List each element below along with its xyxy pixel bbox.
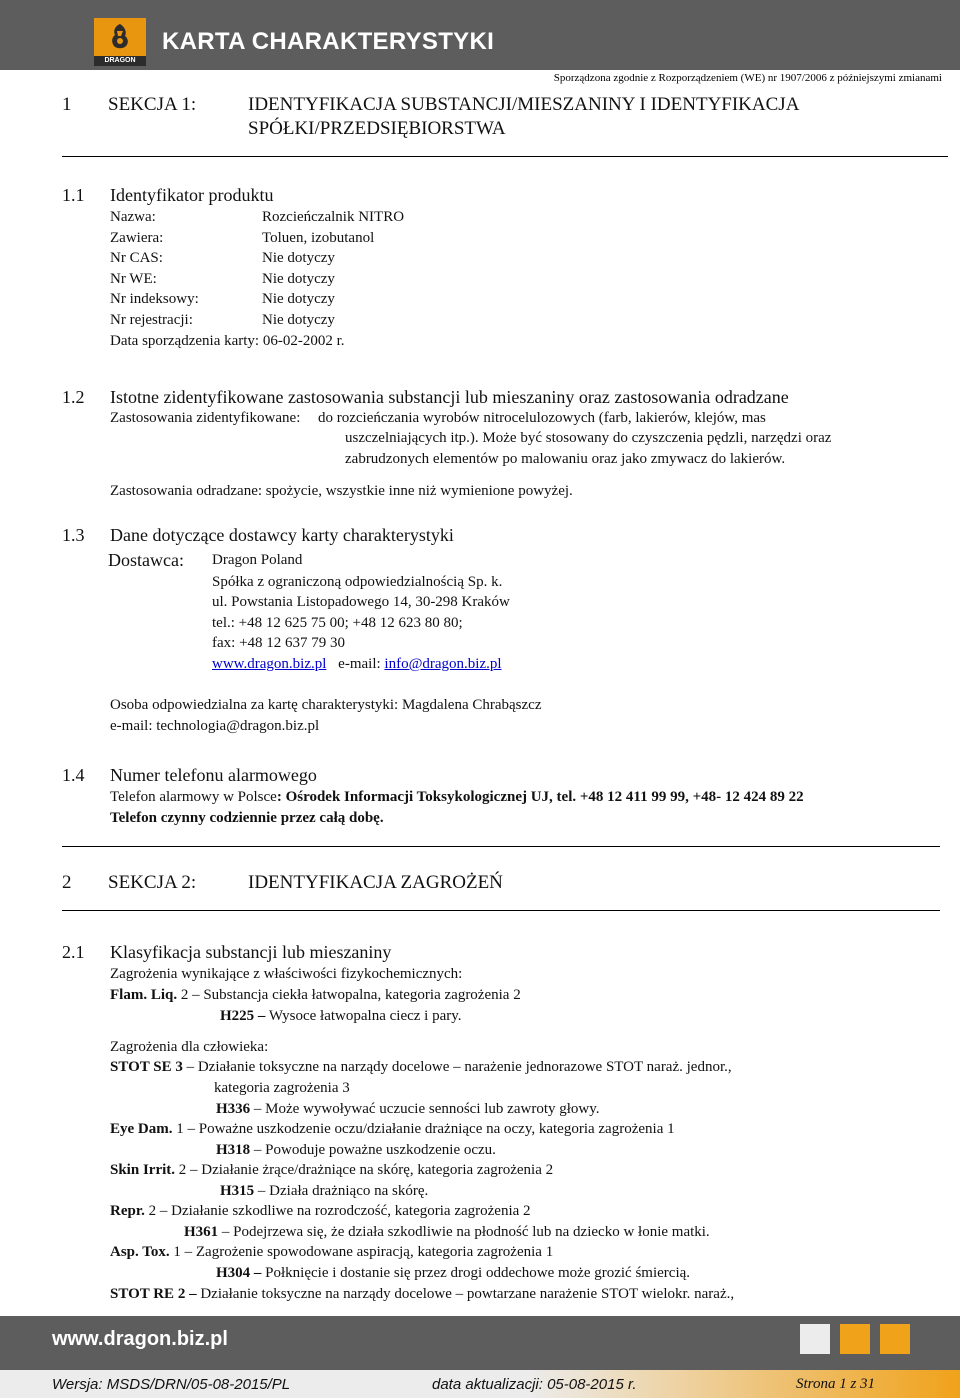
s12-number: 1.2 <box>62 387 85 407</box>
s13-number: 1.3 <box>62 525 85 545</box>
company-name: Dragon Poland <box>212 552 303 568</box>
physchem-intro: Zagrożenia wynikające z właściwości fizykochemicznych: <box>110 966 463 982</box>
field-value: Toluen, izobutanol <box>262 230 375 246</box>
emergency-intro: Telefon alarmowy w Polsce <box>110 789 277 805</box>
h-code: H318 <box>216 1142 251 1158</box>
hazard-text: Działanie toksyczne na narządy docelowe – powtarzane narażenie STOT wielokr. naraż., <box>196 1286 735 1302</box>
field-value: Rozcieńczalnik NITRO <box>262 209 405 225</box>
issue-date: Data sporządzenia karty: 06-02-2002 r. <box>110 333 345 349</box>
contact-line <box>212 655 502 673</box>
s11-number: 1.1 <box>62 185 85 205</box>
hazard-line <box>110 1243 553 1261</box>
footer-square-icon <box>840 1324 870 1354</box>
s21-title: Klasyfikacja substancji lub mieszaniny <box>110 942 392 962</box>
supplier-label: Dostawca: <box>108 550 184 570</box>
section-divider <box>62 910 940 911</box>
h-text: – Może wywoływać uczucie senności lub zawroty głowy. <box>250 1101 600 1117</box>
responsible-email: e-mail: technologia@dragon.biz.pl <box>110 718 320 734</box>
hazard-code: Repr. <box>110 1203 145 1219</box>
email-label: e-mail: <box>338 656 381 672</box>
footer-version: Wersja: MSDS/DRN/05-08-2015/PL <box>52 1376 291 1393</box>
company-legal-form: Spółka z ograniczoną odpowiedzialnością Sp. k. <box>212 574 503 590</box>
section2-label: SEKCJA 2: <box>108 872 197 893</box>
hazard-line <box>110 1120 675 1138</box>
advised-against: Zastosowania odradzane: spożycie, wszystkie inne niż wymienione powyżej. <box>110 483 573 499</box>
hazard-code: Eye Dam. <box>110 1121 173 1137</box>
section2-number: 2 <box>62 872 72 893</box>
h-text: Wysoce łatwopalna ciecz i pary. <box>265 1008 462 1024</box>
s11-title: Identyfikator produktu <box>110 185 274 205</box>
field-label: Nr indeksowy: <box>110 291 199 307</box>
section-divider <box>62 156 948 157</box>
field-label: Zawiera: <box>110 230 164 246</box>
field-label: Nr rejestracji: <box>110 312 193 328</box>
footer-update-date: data aktualizacji: 05-08-2015 r. <box>432 1376 637 1393</box>
field-label: Nr CAS: <box>110 250 163 266</box>
hazard-text: – Działanie toksyczne na narządy docelowe – narażenie jednorazowe STOT naraż. jednor., <box>182 1059 732 1075</box>
hazard-statement <box>216 1141 496 1159</box>
hazard-line <box>110 1285 734 1303</box>
hazard-statement <box>220 1007 462 1025</box>
footer-bar <box>0 1316 960 1398</box>
emergency-hours: Telefon czynny codziennie przez całą dobę. <box>110 810 384 826</box>
footer-page-number: Strona 1 z 31 <box>796 1376 876 1392</box>
hazard-text-cont: kategoria zagrożenia 3 <box>214 1080 350 1096</box>
email-link[interactable]: info@dragon.biz.pl <box>384 656 502 672</box>
company-phone: tel.: +48 12 625 75 00; +48 12 623 80 80; <box>212 615 463 631</box>
hazard-code: Asp. Tox. <box>110 1244 170 1260</box>
dragon-figure-icon <box>106 22 134 52</box>
hazard-statement <box>184 1223 710 1241</box>
document-title: KARTA CHARAKTERYSTYKI <box>162 28 495 55</box>
field-label: Nazwa: <box>110 209 156 225</box>
regulation-note: Sporządzona zgodnie z Rozporządzeniem (WE) nr 1907/2006 z późniejszymi zmianami <box>553 72 942 84</box>
section1-title-line2: SPÓŁKI/PRZEDSIĘBIORSTWA <box>248 118 506 139</box>
h-text: – Działa drażniąco na skórę. <box>254 1183 429 1199</box>
identified-uses-line2: uszczelniających itp.). Może być stosowany do czyszczenia pędzli, narzędzi oraz <box>345 430 832 446</box>
hazard-statement <box>216 1100 600 1118</box>
human-intro: Zagrożenia dla człowieka: <box>110 1039 269 1055</box>
section-divider <box>62 846 940 847</box>
company-fax: fax: +48 12 637 79 30 <box>212 635 346 651</box>
s21-number: 2.1 <box>62 942 85 962</box>
s12-title: Istotne zidentyfikowane zastosowania substancji lub mieszaniny oraz zastosowania odradzane <box>110 387 789 407</box>
hazard-line <box>110 1202 531 1220</box>
hazard-text: 1 – Zagrożenie spowodowane aspiracją, kategoria zagrożenia 1 <box>169 1244 554 1260</box>
h-code: H361 <box>184 1224 219 1240</box>
emergency-phone-line <box>110 788 804 806</box>
hazard-line <box>110 986 521 1004</box>
hazard-text: 2 – Działanie żrące/drażniące na skórę, kategoria zagrożenia 2 <box>175 1162 554 1178</box>
hazard-code: Skin Irrit. <box>110 1162 176 1178</box>
hazard-statement <box>220 1182 428 1200</box>
logo-text: DRAGON <box>104 57 136 64</box>
footer-square-icon <box>800 1324 830 1354</box>
responsible-person: Osoba odpowiedzialna za kartę charakterystyki: Magdalena Chrabąszcz <box>110 697 542 713</box>
website-link[interactable]: www.dragon.biz.pl <box>212 656 327 672</box>
h-code: H304 – <box>216 1265 262 1281</box>
h-text: – Podejrzewa się, że działa szkodliwie na płodność lub na dziecko w łonie matki. <box>218 1224 710 1240</box>
hazard-code: Flam. Liq. <box>110 987 178 1003</box>
field-value: Nie dotyczy <box>262 291 335 307</box>
section1-number: 1 <box>62 94 72 115</box>
s13-title: Dane dotyczące dostawcy karty charakterystyki <box>110 525 454 545</box>
identified-uses-line1: do rozcieńczania wyrobów nitrocelulozowych (farb, lakierów, klejów, mas <box>318 410 766 426</box>
company-address: ul. Powstania Listopadowego 14, 30-298 Kraków <box>212 594 510 610</box>
dragon-logo <box>94 18 146 66</box>
section1-title-line1: IDENTYFIKACJA SUBSTANCJI/MIESZANINY I IDENTYFIKACJA <box>248 94 800 115</box>
h-text: Połknięcie i dostanie się przez drogi oddechowe może grozić śmiercią. <box>261 1265 691 1281</box>
h-code: H225 – <box>220 1008 266 1024</box>
h-text: – Powoduje poważne uszkodzenie oczu. <box>250 1142 496 1158</box>
h-code: H315 <box>220 1183 255 1199</box>
hazard-text: 1 – Poważne uszkodzenie oczu/działanie drażniące na oczy, kategoria zagrożenia 1 <box>172 1121 675 1137</box>
hazard-line <box>110 1161 553 1179</box>
field-label: Nr WE: <box>110 271 157 287</box>
identified-uses-line3: zabrudzonych elementów po malowaniu oraz jako zmywacz do lakierów. <box>345 451 786 467</box>
field-value: Nie dotyczy <box>262 250 335 266</box>
identified-uses-label: Zastosowania zidentyfikowane: <box>110 410 301 426</box>
hazard-statement <box>216 1264 690 1282</box>
hazard-text: 2 – Działanie szkodliwe na rozrodczość, kategoria zagrożenia 2 <box>144 1203 531 1219</box>
footer-website: www.dragon.biz.pl <box>52 1328 228 1350</box>
hazard-line <box>110 1058 732 1076</box>
h-code: H336 <box>216 1101 251 1117</box>
field-value: Nie dotyczy <box>262 312 335 328</box>
hazard-code: STOT RE 2 – <box>110 1286 197 1302</box>
field-value: Nie dotyczy <box>262 271 335 287</box>
s14-number: 1.4 <box>62 765 85 785</box>
section2-title: IDENTYFIKACJA ZAGROŻEŃ <box>248 872 503 893</box>
footer-square-icon <box>880 1324 910 1354</box>
hazard-text: 2 – Substancja ciekła łatwopalna, kategoria zagrożenia 2 <box>177 987 521 1003</box>
hazard-code: STOT SE 3 <box>110 1059 183 1075</box>
emergency-center: : Ośrodek Informacji Toksykologicznej UJ, tel. +48 12 411 99 99, +48- 12 424 89 22 <box>276 789 804 805</box>
header-bar <box>0 0 960 70</box>
section1-label: SEKCJA 1: <box>108 94 197 115</box>
s14-title: Numer telefonu alarmowego <box>110 765 317 785</box>
